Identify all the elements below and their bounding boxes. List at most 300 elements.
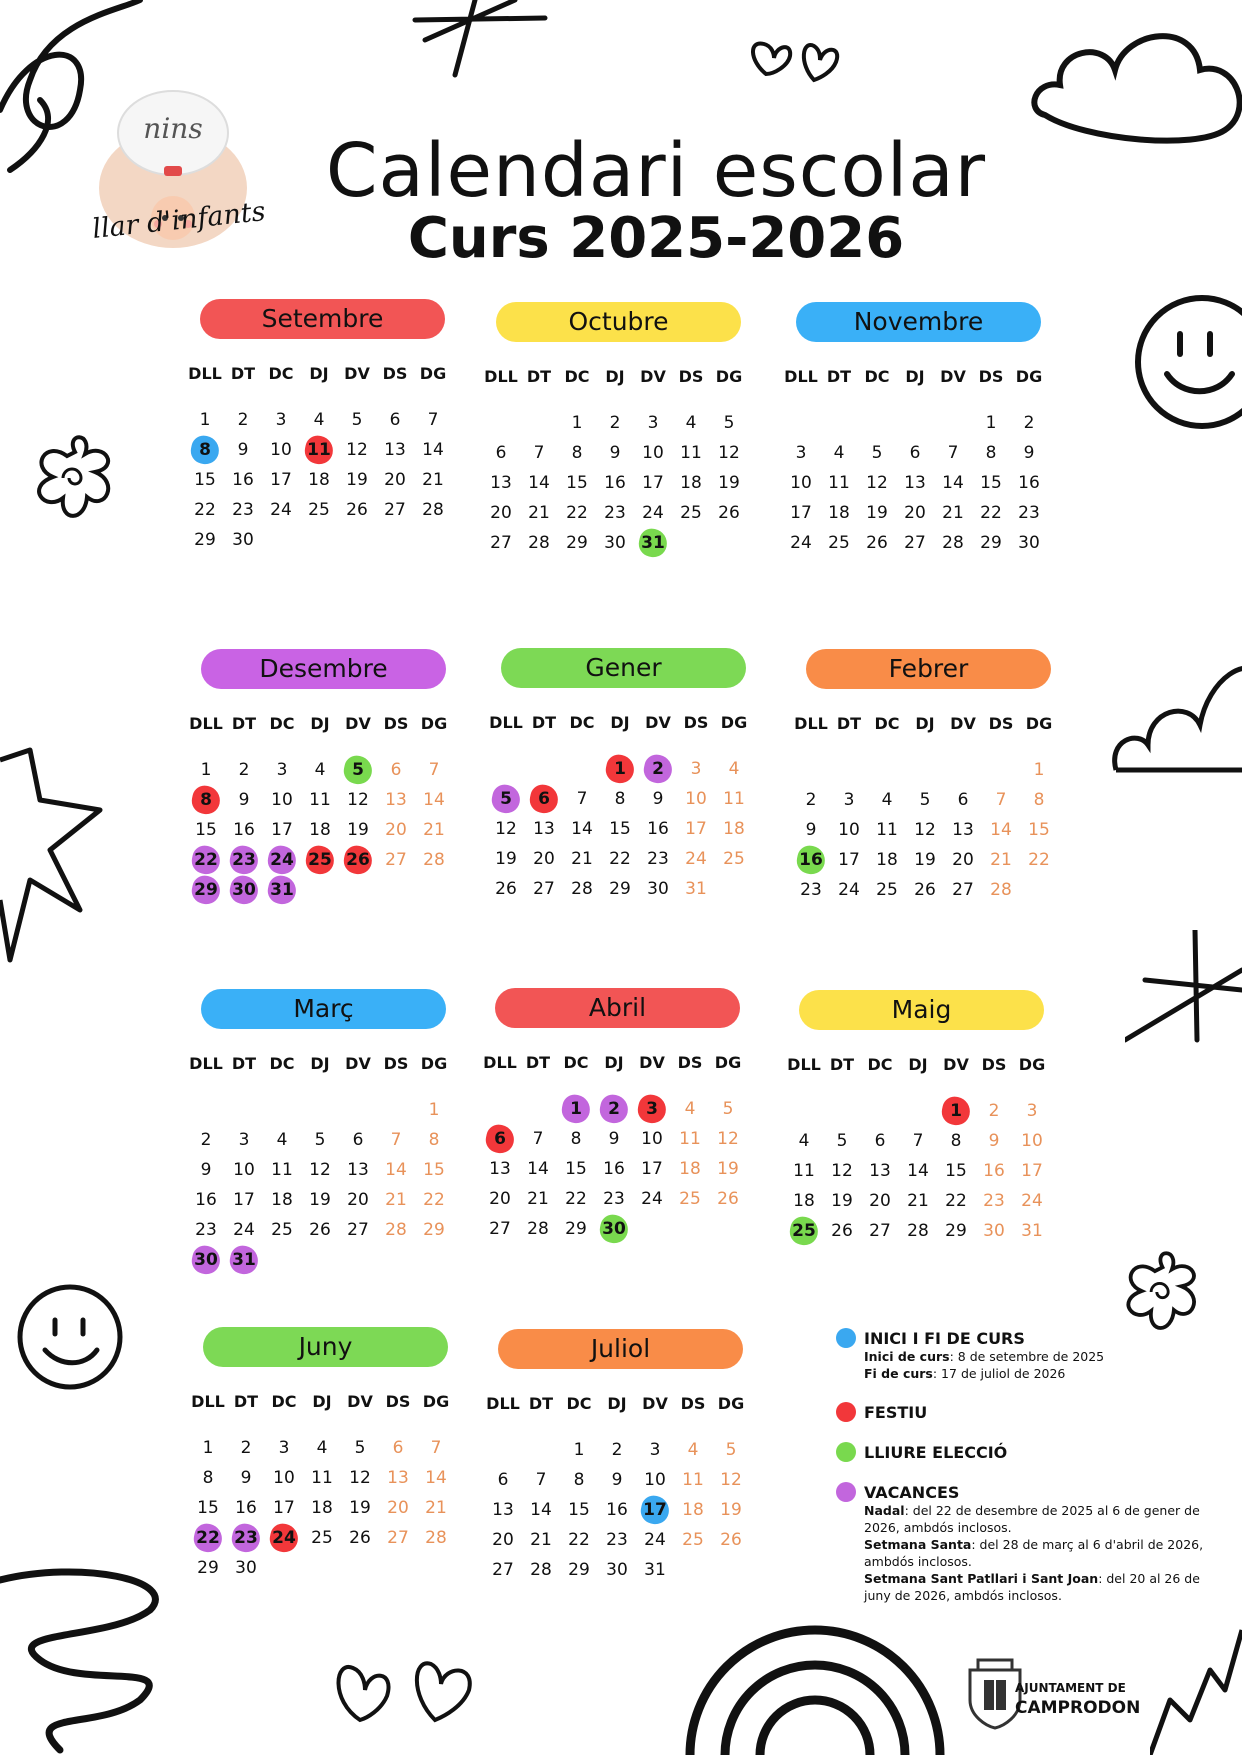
spacer xyxy=(944,741,982,755)
day: 14 xyxy=(422,440,444,460)
day: 11 xyxy=(876,820,898,840)
empty-day xyxy=(225,1095,263,1125)
day: 7 xyxy=(576,789,588,809)
day: 21 xyxy=(385,1190,407,1210)
day: 7 xyxy=(535,1470,547,1490)
month-gener xyxy=(487,648,757,904)
weekday-header: DT xyxy=(528,1394,554,1413)
empty-day xyxy=(861,1096,899,1126)
day: 14 xyxy=(528,473,550,493)
weekday-header: DC xyxy=(569,713,595,732)
day: 21 xyxy=(990,850,1012,870)
day: 16 xyxy=(983,1161,1005,1181)
day-marked-purple: 22 xyxy=(189,1523,227,1553)
svg-text:nins: nins xyxy=(143,112,203,145)
day: 29 xyxy=(197,1558,219,1578)
weekday-header: DJ xyxy=(310,1054,330,1073)
empty-day xyxy=(525,754,563,784)
blue-dot-icon xyxy=(836,1328,856,1348)
day: 23 xyxy=(195,1220,217,1240)
day: 31 xyxy=(685,879,707,899)
spacer xyxy=(339,741,377,755)
empty-day xyxy=(868,755,906,785)
spacer xyxy=(861,1082,899,1096)
day: 26 xyxy=(718,503,740,523)
day-marked-green: 5 xyxy=(339,755,377,785)
day: 28 xyxy=(990,880,1012,900)
empty-day xyxy=(520,408,558,438)
day-marked-purple: 31 xyxy=(263,875,301,905)
day: 30 xyxy=(232,530,254,550)
day: 5 xyxy=(314,1130,326,1150)
spacer xyxy=(522,1421,560,1435)
empty-day xyxy=(906,755,944,785)
weekday-header: DJ xyxy=(607,1394,627,1413)
legend-text: : del 22 de desembre de 2025 al 6 de gener de 2026, ambdós inclosos. xyxy=(864,1503,1200,1535)
legend-inici-title: INICI I FI DE CURS xyxy=(864,1328,1025,1348)
day: 13 xyxy=(384,440,406,460)
day: 14 xyxy=(527,1159,549,1179)
day: 27 xyxy=(533,879,555,899)
day: 9 xyxy=(611,1470,623,1490)
month-febrer xyxy=(792,649,1062,905)
month-grid xyxy=(189,1385,459,1583)
weekday-header: DT xyxy=(526,367,552,386)
spacer xyxy=(525,740,563,754)
day: 2 xyxy=(238,760,250,780)
day: 4 xyxy=(313,410,325,430)
day: 21 xyxy=(907,1191,929,1211)
day-marked-purple: 5 xyxy=(487,784,525,814)
day: 22 xyxy=(565,1189,587,1209)
month-title: Febrer xyxy=(806,649,1051,689)
legend-lliure xyxy=(836,1442,1206,1462)
spacer xyxy=(187,1081,225,1095)
weekday-header: DLL xyxy=(784,367,818,386)
weekday-header: DC xyxy=(269,1054,295,1073)
day: 14 xyxy=(907,1161,929,1181)
day: 22 xyxy=(980,503,1002,523)
day: 10 xyxy=(641,1129,663,1149)
day: 13 xyxy=(490,473,512,493)
spacer xyxy=(896,394,934,408)
day: 8 xyxy=(428,1130,440,1150)
day: 19 xyxy=(866,503,888,523)
day: 19 xyxy=(349,1498,371,1518)
weekday-header: DV xyxy=(940,367,966,386)
empty-day xyxy=(519,1094,557,1124)
day: 25 xyxy=(679,1189,701,1209)
day: 16 xyxy=(603,1159,625,1179)
day: 4 xyxy=(276,1130,288,1150)
spacer xyxy=(596,394,634,408)
day-marked-purple: 29 xyxy=(187,875,225,905)
empty-day xyxy=(263,1095,301,1125)
day: 3 xyxy=(690,759,702,779)
spacer xyxy=(482,394,520,408)
day: 18 xyxy=(682,1500,704,1520)
purple-dot-icon xyxy=(836,1482,856,1502)
day: 28 xyxy=(422,500,444,520)
weekday-header: DG xyxy=(419,364,447,383)
month-grid xyxy=(481,1046,751,1244)
day: 6 xyxy=(874,1131,886,1151)
empty-day xyxy=(339,1095,377,1125)
spacer xyxy=(265,1419,303,1433)
day: 9 xyxy=(805,820,817,840)
day: 5 xyxy=(354,1438,366,1458)
weekday-header: DS xyxy=(677,1053,703,1072)
day: 15 xyxy=(566,473,588,493)
legend-text: : del 28 de març al 6 d'abril de 2026, ambdós inclosos. xyxy=(864,1537,1204,1569)
spacer xyxy=(715,740,753,754)
day: 20 xyxy=(385,820,407,840)
day-marked-purple: 2 xyxy=(639,754,677,784)
day: 15 xyxy=(945,1161,967,1181)
weekday-header: DT xyxy=(231,714,257,733)
weekday-header: DT xyxy=(233,1392,259,1411)
weekday-header: DG xyxy=(720,713,748,732)
day: 6 xyxy=(392,1438,404,1458)
weekday-header: DLL xyxy=(191,1392,225,1411)
day: 15 xyxy=(609,819,631,839)
day: 24 xyxy=(1021,1191,1043,1211)
day: 11 xyxy=(682,1470,704,1490)
weekday-header: DV xyxy=(645,713,671,732)
day: 20 xyxy=(387,1498,409,1518)
weekday-header: DV xyxy=(347,1392,373,1411)
day: 20 xyxy=(347,1190,369,1210)
spacer xyxy=(300,391,338,405)
day: 4 xyxy=(881,790,893,810)
day: 3 xyxy=(276,760,288,780)
day: 21 xyxy=(425,1498,447,1518)
day-marked-green: 30 xyxy=(595,1214,633,1244)
day: 7 xyxy=(428,760,440,780)
weekday-header: DS xyxy=(981,1055,1007,1074)
day: 26 xyxy=(309,1220,331,1240)
logo-text: llar d'infants xyxy=(90,196,267,245)
flower-icon xyxy=(25,432,125,524)
spacer xyxy=(481,1080,519,1094)
month-novembre xyxy=(782,302,1052,558)
spacer xyxy=(633,1080,671,1094)
day: 7 xyxy=(912,1131,924,1151)
day: 26 xyxy=(349,1528,371,1548)
empty-day xyxy=(301,1095,339,1125)
empty-day xyxy=(782,408,820,438)
month-maig xyxy=(785,990,1055,1246)
spacer xyxy=(263,1081,301,1095)
day: 28 xyxy=(907,1221,929,1241)
legend-label: Inici de curs xyxy=(864,1349,950,1364)
day: 14 xyxy=(571,819,593,839)
day: 27 xyxy=(387,1528,409,1548)
day: 13 xyxy=(904,473,926,493)
day: 3 xyxy=(278,1438,290,1458)
day: 28 xyxy=(530,1560,552,1580)
weekday-header: DS xyxy=(978,367,1004,386)
day: 4 xyxy=(687,1440,699,1460)
weekday-header: DG xyxy=(714,1053,742,1072)
day: 21 xyxy=(942,503,964,523)
day: 22 xyxy=(194,500,216,520)
month-grid xyxy=(482,360,752,558)
day: 11 xyxy=(793,1161,815,1181)
weekday-header: DS xyxy=(680,1394,706,1413)
spacer xyxy=(303,1419,341,1433)
weekday-header: DT xyxy=(231,1054,257,1073)
green-dot-icon xyxy=(836,1442,856,1462)
day: 2 xyxy=(237,410,249,430)
day: 26 xyxy=(495,879,517,899)
day: 10 xyxy=(644,1470,666,1490)
ajuntament-line1: AJUNTAMENT DE xyxy=(1015,1681,1126,1695)
day: 14 xyxy=(425,1468,447,1488)
day: 8 xyxy=(571,443,583,463)
day: 18 xyxy=(828,503,850,523)
day: 9 xyxy=(652,789,664,809)
spacer xyxy=(417,1419,455,1433)
weekday-header: DC xyxy=(566,1394,592,1413)
spacer xyxy=(982,741,1020,755)
day: 18 xyxy=(876,850,898,870)
day: 17 xyxy=(790,503,812,523)
day: 5 xyxy=(919,790,931,810)
day: 9 xyxy=(988,1131,1000,1151)
weekday-header: DV xyxy=(642,1394,668,1413)
day: 12 xyxy=(718,443,740,463)
month-grid xyxy=(187,1047,457,1275)
day: 22 xyxy=(423,1190,445,1210)
weekday-header: DJ xyxy=(309,364,329,383)
weekday-header: DJ xyxy=(915,714,935,733)
weekday-header: DC xyxy=(268,364,294,383)
spacer xyxy=(672,394,710,408)
day: 24 xyxy=(838,880,860,900)
day: 20 xyxy=(384,470,406,490)
day: 13 xyxy=(347,1160,369,1180)
weekday-header: DG xyxy=(1015,367,1043,386)
spacer xyxy=(671,1080,709,1094)
legend-text: : 17 de juliol de 2026 xyxy=(932,1366,1066,1381)
day: 5 xyxy=(725,1440,737,1460)
day: 4 xyxy=(685,413,697,433)
day-marked-purple: 31 xyxy=(225,1245,263,1275)
spacer xyxy=(262,391,300,405)
legend-text: : 8 de setembre de 2025 xyxy=(949,1349,1105,1364)
day: 16 xyxy=(606,1500,628,1520)
day: 6 xyxy=(497,1470,509,1490)
day: 8 xyxy=(573,1470,585,1490)
weekday-header: DG xyxy=(1025,714,1053,733)
day: 25 xyxy=(680,503,702,523)
day-marked-purple: 23 xyxy=(225,845,263,875)
day: 2 xyxy=(805,790,817,810)
day: 5 xyxy=(351,410,363,430)
day: 17 xyxy=(685,819,707,839)
day: 25 xyxy=(682,1530,704,1550)
weekday-header: DG xyxy=(717,1394,745,1413)
spacer xyxy=(189,1419,227,1433)
day: 20 xyxy=(869,1191,891,1211)
day: 1 xyxy=(202,1438,214,1458)
empty-day xyxy=(820,408,858,438)
weekday-header: DV xyxy=(345,714,371,733)
day: 7 xyxy=(532,1129,544,1149)
day: 15 xyxy=(1028,820,1050,840)
day-marked-green: 16 xyxy=(792,845,830,875)
spacer xyxy=(674,1421,712,1435)
legend-lliure-title: LLIURE ELECCIÓ xyxy=(864,1442,1008,1462)
month-grid xyxy=(487,706,757,904)
day: 3 xyxy=(275,410,287,430)
day: 15 xyxy=(980,473,1002,493)
day: 1 xyxy=(573,1440,585,1460)
day: 1 xyxy=(428,1100,440,1120)
month-title: Abril xyxy=(495,988,740,1028)
day: 7 xyxy=(430,1438,442,1458)
day-marked-purple: 30 xyxy=(225,875,263,905)
day: 28 xyxy=(385,1220,407,1240)
spacer xyxy=(339,1081,377,1095)
empty-day xyxy=(484,1435,522,1465)
empty-day xyxy=(522,1435,560,1465)
weekday-header: DJ xyxy=(610,713,630,732)
weekday-header: DT xyxy=(829,1055,855,1074)
day: 3 xyxy=(238,1130,250,1150)
weekday-header: DT xyxy=(531,713,557,732)
day: 21 xyxy=(571,849,593,869)
weekday-header: DS xyxy=(383,714,409,733)
weekday-header: DJ xyxy=(310,714,330,733)
day: 12 xyxy=(349,1468,371,1488)
spacer xyxy=(709,1080,747,1094)
day: 13 xyxy=(489,1159,511,1179)
day: 12 xyxy=(309,1160,331,1180)
spacer xyxy=(975,1082,1013,1096)
day: 14 xyxy=(385,1160,407,1180)
day: 11 xyxy=(828,473,850,493)
spacer xyxy=(868,741,906,755)
day: 1 xyxy=(1033,760,1045,780)
legend-label: Setmana Santa xyxy=(864,1537,972,1552)
day: 9 xyxy=(200,1160,212,1180)
day: 5 xyxy=(871,443,883,463)
day: 19 xyxy=(717,1159,739,1179)
day: 25 xyxy=(311,1528,333,1548)
day: 23 xyxy=(606,1530,628,1550)
day: 16 xyxy=(235,1498,257,1518)
day: 10 xyxy=(1021,1131,1043,1151)
day: 28 xyxy=(423,850,445,870)
weekday-header: DC xyxy=(563,1053,589,1072)
star-doodle-icon xyxy=(1125,930,1242,1050)
day: 18 xyxy=(793,1191,815,1211)
spacer xyxy=(187,741,225,755)
empty-day xyxy=(944,755,982,785)
day: 11 xyxy=(723,789,745,809)
day: 20 xyxy=(489,1189,511,1209)
day: 3 xyxy=(1026,1101,1038,1121)
day: 15 xyxy=(195,820,217,840)
day: 12 xyxy=(720,1470,742,1490)
empty-day xyxy=(858,408,896,438)
spacer xyxy=(820,394,858,408)
day: 30 xyxy=(1018,533,1040,553)
day: 9 xyxy=(609,443,621,463)
weekday-header: DT xyxy=(826,367,852,386)
day: 11 xyxy=(311,1468,333,1488)
day: 21 xyxy=(422,470,444,490)
legend-label: Nadal xyxy=(864,1503,905,1518)
spacer xyxy=(595,1080,633,1094)
spacer xyxy=(376,391,414,405)
day-marked-red: 26 xyxy=(339,845,377,875)
day: 3 xyxy=(843,790,855,810)
day: 16 xyxy=(232,470,254,490)
spacer xyxy=(639,740,677,754)
weekday-header: DT xyxy=(836,714,862,733)
day: 24 xyxy=(641,1189,663,1209)
weekday-header: DT xyxy=(525,1053,551,1072)
legend-label: Fi de curs xyxy=(864,1366,933,1381)
day: 15 xyxy=(423,1160,445,1180)
month-grid xyxy=(484,1387,754,1585)
day: 14 xyxy=(530,1500,552,1520)
spacer xyxy=(227,1419,265,1433)
scribble-icon xyxy=(0,1560,250,1755)
spacer xyxy=(563,740,601,754)
empty-day xyxy=(823,1096,861,1126)
empty-day xyxy=(481,1094,519,1124)
spacer xyxy=(415,741,453,755)
spacer xyxy=(858,394,896,408)
spacer xyxy=(415,1081,453,1095)
spacer xyxy=(634,394,672,408)
smiley-icon xyxy=(15,1282,125,1392)
weekday-header: DJ xyxy=(312,1392,332,1411)
starburst-icon xyxy=(0,740,110,970)
day: 9 xyxy=(240,1468,252,1488)
spacer xyxy=(792,741,830,755)
day: 13 xyxy=(492,1500,514,1520)
day: 15 xyxy=(568,1500,590,1520)
day-marked-red: 11 xyxy=(300,435,338,465)
day: 16 xyxy=(647,819,669,839)
legend-festiu-title: FESTIU xyxy=(864,1402,928,1422)
spacer xyxy=(823,1082,861,1096)
spacer xyxy=(301,741,339,755)
day: 26 xyxy=(866,533,888,553)
day: 17 xyxy=(273,1498,295,1518)
day: 29 xyxy=(945,1221,967,1241)
day: 4 xyxy=(833,443,845,463)
star-doodle-icon xyxy=(405,0,555,80)
day: 29 xyxy=(194,530,216,550)
weekday-header: DS xyxy=(382,364,408,383)
legend xyxy=(836,1328,1206,1618)
month-setembre xyxy=(186,299,456,555)
day-marked-red: 6 xyxy=(481,1124,519,1154)
month-grid xyxy=(792,707,1062,905)
spacer xyxy=(598,1421,636,1435)
day: 5 xyxy=(722,1099,734,1119)
day: 22 xyxy=(609,849,631,869)
month-title: Setembre xyxy=(200,299,445,339)
day: 31 xyxy=(1021,1221,1043,1241)
weekday-header: DT xyxy=(230,364,256,383)
